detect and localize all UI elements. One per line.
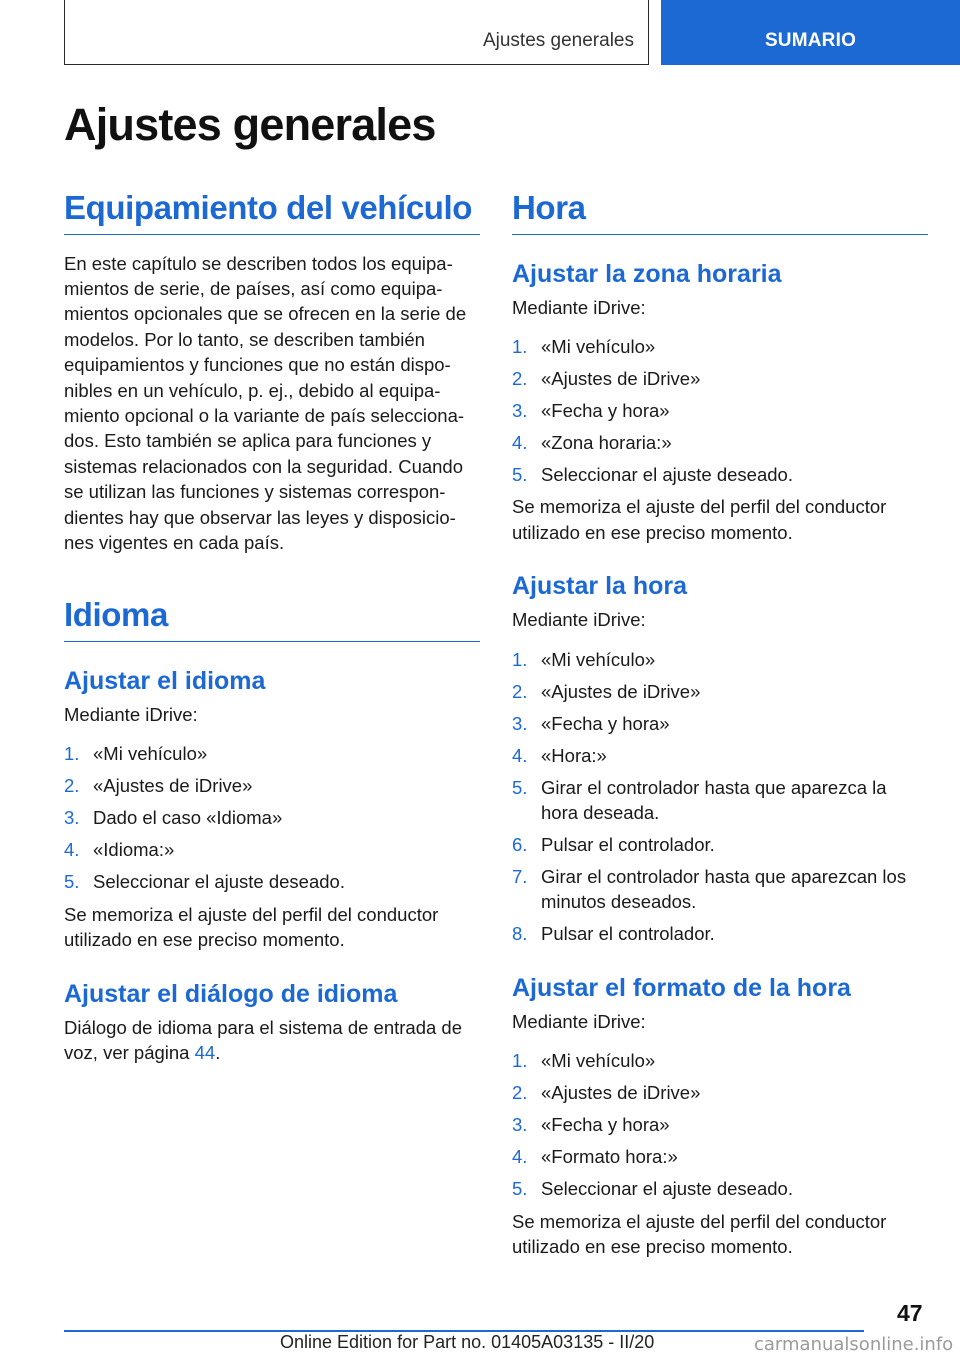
text-line: utilizado en ese preciso momento. xyxy=(64,929,345,951)
step-text: «Ajustes de iDrive» xyxy=(541,1082,701,1104)
heading-dialogo-idioma: Ajustar el diálogo de idioma xyxy=(64,979,398,1008)
step-number: 2. xyxy=(512,680,528,702)
step-item xyxy=(512,430,928,455)
zona-intro: Mediante iDrive: xyxy=(512,296,646,318)
heading-ajustar-idioma: Ajustar el idioma xyxy=(64,667,266,696)
heading-zona-horaria: Ajustar la zona horaria xyxy=(512,259,782,288)
dialogo-line-2-prefix: voz, ver página xyxy=(64,1042,195,1064)
dialogo-paragraph xyxy=(64,1015,480,1066)
page-link-44[interactable]: 44 xyxy=(194,1042,216,1064)
text-line: Se memoriza el ajuste del perfil del conductor xyxy=(512,496,887,518)
step-number: 4. xyxy=(512,1146,528,1168)
dialogo-line-1: Diálogo de idioma para el sistema de entrada de xyxy=(64,1016,462,1038)
formato-steps xyxy=(512,1048,928,1201)
step-item xyxy=(512,1080,928,1105)
step-text: «Mi vehículo» xyxy=(541,648,656,670)
step-number: 5. xyxy=(64,871,80,893)
step-item xyxy=(512,832,928,857)
step-text: «Mi vehículo» xyxy=(93,743,208,765)
step-item xyxy=(512,679,928,704)
step-number: 3. xyxy=(512,400,528,421)
step-number: 6. xyxy=(512,834,528,856)
step-text: «Hora:» xyxy=(541,744,607,766)
step-item xyxy=(512,1144,928,1169)
step-text: Seleccionar el ajuste deseado. xyxy=(541,464,793,485)
text-line: mientos opcionales que se ofrecen en la serie de xyxy=(64,303,467,325)
text-line: se utilizan las funciones y sistemas correspon- xyxy=(64,481,446,503)
step-number: 3. xyxy=(512,1114,528,1136)
step-number: 3. xyxy=(512,712,528,734)
step-item xyxy=(512,1112,928,1137)
step-item xyxy=(512,1048,928,1073)
step-number: 8. xyxy=(512,923,528,945)
text-line: modelos. Por lo tanto, se describen también xyxy=(64,328,425,350)
heading-idioma: Idioma xyxy=(64,595,480,642)
step-number: 7. xyxy=(512,866,528,888)
step-text: «Zona horaria:» xyxy=(541,432,672,453)
text-line: utilizado en ese preciso momento. xyxy=(512,1236,793,1258)
step-number: 1. xyxy=(64,743,80,765)
step-number: 4. xyxy=(512,432,528,453)
text-line: nes vigentes en cada país. xyxy=(64,532,285,554)
step-number: 1. xyxy=(512,648,528,670)
text-line: dos. Esto también se aplica para funciones y xyxy=(64,430,432,452)
text-line: miento opcional o la variante de país selecciona- xyxy=(64,405,465,427)
step-item xyxy=(64,869,480,894)
step-item xyxy=(64,837,480,862)
step-number: 4. xyxy=(64,839,80,861)
ajustar-idioma-note xyxy=(64,902,480,953)
step-number: 5. xyxy=(512,464,528,485)
step-item xyxy=(512,1176,928,1201)
step-item xyxy=(512,366,928,391)
equipamiento-paragraph xyxy=(64,251,480,556)
text-line: mientos de serie, de países, así como equipa- xyxy=(64,278,443,299)
text-line: Se memoriza el ajuste del perfil del conductor xyxy=(512,1210,887,1232)
text-line: dientes hay que observar las leyes y disposicio- xyxy=(64,506,456,528)
step-number: 1. xyxy=(512,336,528,357)
step-item xyxy=(512,711,928,736)
sumario-button[interactable]: SUMARIO xyxy=(661,0,960,65)
step-number: 5. xyxy=(512,1178,528,1200)
step-item xyxy=(64,741,480,766)
text-line: equipamientos y funciones que no están dispo- xyxy=(64,354,451,376)
formato-note xyxy=(512,1209,928,1260)
step-text: Seleccionar el ajuste deseado. xyxy=(93,871,345,893)
step-text: Girar el controlador hasta que aparezcan los minutos deseados. xyxy=(541,866,907,913)
text-line: utilizado en ese preciso momento. xyxy=(512,521,793,543)
text-line: sistemas relacionados con la seguridad. Cuando xyxy=(64,455,464,477)
watermark: carmanualsonline.info xyxy=(754,1334,954,1355)
step-item xyxy=(512,462,928,487)
step-item xyxy=(512,921,928,946)
step-item xyxy=(512,743,928,768)
step-number: 3. xyxy=(64,807,80,829)
step-text: «Fecha y hora» xyxy=(541,400,670,421)
section-title: Ajustes generales xyxy=(482,30,634,51)
step-item xyxy=(64,805,480,830)
step-text: «Fecha y hora» xyxy=(541,712,670,734)
heading-hora: Hora xyxy=(512,188,928,235)
formato-intro: Mediante iDrive: xyxy=(512,1010,646,1032)
page-number: 47 xyxy=(897,1300,923,1326)
step-item xyxy=(64,773,480,798)
text-line: Se memoriza el ajuste del perfil del conductor xyxy=(64,903,439,925)
step-text: «Idioma:» xyxy=(93,839,175,861)
step-number: 1. xyxy=(512,1050,528,1072)
step-text: Pulsar el controlador. xyxy=(541,834,715,856)
step-text: Girar el controlador hasta que aparezca la hora deseada. xyxy=(541,776,887,824)
step-item xyxy=(512,647,928,672)
step-number: 2. xyxy=(512,1082,528,1104)
zona-note xyxy=(512,494,928,545)
step-text: «Fecha y hora» xyxy=(541,1114,670,1136)
step-text: «Mi vehículo» xyxy=(541,1050,656,1072)
text-line: En este capítulo se describen todos los equipa- xyxy=(64,252,453,274)
step-text: Pulsar el controlador. xyxy=(541,923,715,945)
step-item xyxy=(512,864,928,915)
step-number: 5. xyxy=(512,776,528,798)
hora-steps xyxy=(512,647,928,947)
step-item xyxy=(512,775,928,826)
dialogo-line-2-suffix: . xyxy=(215,1042,221,1064)
ajustar-idioma-steps xyxy=(64,741,480,894)
page-title: Ajustes generales xyxy=(64,99,436,150)
step-number: 2. xyxy=(64,775,80,797)
heading-equipamiento: Equipamiento del vehículo xyxy=(64,188,480,235)
step-text: «Ajustes de iDrive» xyxy=(541,368,701,389)
left-column xyxy=(64,188,480,1066)
right-column xyxy=(512,188,928,1259)
edition-text: Online Edition for Part no. 01405A03135 - II/20 xyxy=(280,1332,655,1352)
section-header-box xyxy=(64,0,649,65)
step-text: Seleccionar el ajuste deseado. xyxy=(541,1178,793,1200)
zona-steps xyxy=(512,334,928,487)
step-number: 4. xyxy=(512,744,528,766)
heading-formato-hora: Ajustar el formato de la hora xyxy=(512,973,851,1002)
step-number: 2. xyxy=(512,368,528,389)
hora-intro: Mediante iDrive: xyxy=(512,609,646,631)
step-text: Dado el caso «Idioma» xyxy=(93,807,283,829)
step-text: «Mi vehículo» xyxy=(541,336,656,357)
ajustar-idioma-intro: Mediante iDrive: xyxy=(64,704,198,726)
step-text: «Ajustes de iDrive» xyxy=(541,680,701,702)
heading-ajustar-hora: Ajustar la hora xyxy=(512,572,688,601)
step-text: «Formato hora:» xyxy=(541,1146,678,1168)
step-text: «Ajustes de iDrive» xyxy=(93,775,253,797)
step-item xyxy=(512,334,928,359)
text-line: nibles en un vehículo, p. ej., debido al equipa- xyxy=(64,379,441,401)
step-item xyxy=(512,398,928,423)
